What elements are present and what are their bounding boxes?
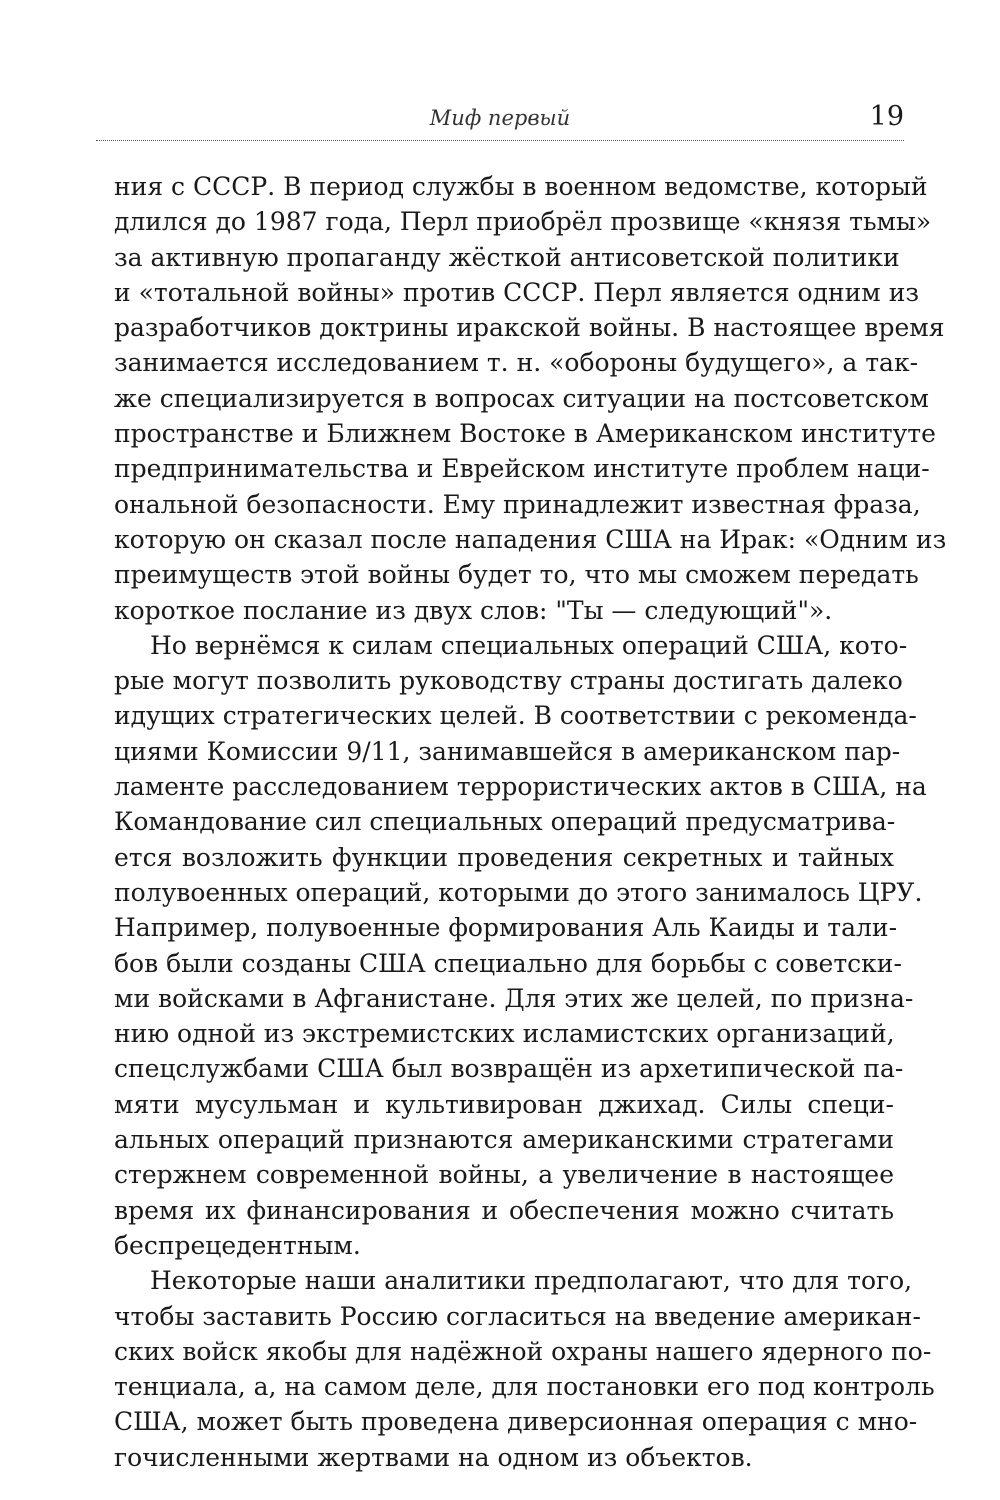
text-line: Но вернёмся к силам специальных операций США, кото-: [150, 630, 908, 660]
text-line: мяти мусульман и культивирован джихад. Силы специ-: [114, 1089, 894, 1119]
text-line: преимуществ этой войны будет то, что мы сможем передать: [114, 560, 919, 590]
text-line: и «тотальной войны» против СССР. Перл является одним из: [114, 277, 919, 307]
paragraph-2: [114, 628, 927, 1263]
text-line: гочисленными жертвами на одном из объектов.: [114, 1442, 753, 1472]
text-line: за активную пропаганду жёсткой антисоветской политики: [114, 242, 900, 272]
text-line: ламенте расследованием террористических актов в США, на: [114, 772, 927, 802]
running-title: Миф первый: [429, 106, 571, 130]
text-line: длился до 1987 года, Перл приобрёл прозвище «князя тьмы»: [114, 207, 932, 237]
text-line: бов были созданы США специально для борьбы с советски-: [114, 948, 902, 978]
text-line: ональной безопасности. Ему принадлежит известная фраза,: [114, 489, 921, 519]
page-body: [114, 169, 947, 1475]
text-line: ется возложить функции проведения секретных и тайных: [114, 842, 894, 872]
text-line: короткое послание из двух слов: "Ты — следующий"».: [114, 595, 833, 625]
text-line: разработчиков доктрины иракской войны. В настоящее время: [114, 313, 945, 343]
text-line: ми войсками в Афганистане. Для этих же целей, по призна-: [114, 983, 914, 1013]
text-line: занимается исследованием т. н. «обороны будущего», а так-: [114, 348, 919, 378]
text-line: Командование сил специальных операций предусматрива-: [114, 807, 896, 837]
text-line: время их финансирования и обеспечения можно считать: [114, 1195, 894, 1225]
paragraph-3: [114, 1263, 935, 1475]
text-line: полувоенных операций, которыми до этого занималось ЦРУ.: [114, 877, 923, 907]
text-line: предпринимательства и Еврейском институте проблем наци-: [114, 454, 930, 484]
paragraph-1: [114, 169, 947, 628]
text-line: альных операций признаются американскими стратегами: [114, 1125, 894, 1155]
text-line: идущих стратегических целей. В соответствии с рекоменда-: [114, 701, 917, 731]
text-line: ния с СССР. В период службы в военном ведомстве, который: [114, 172, 928, 201]
text-line: нию одной из экстремистских исламистских организаций,: [114, 1019, 895, 1049]
text-line: рые могут позволить руководству страны достигать далеко: [114, 666, 903, 696]
text-line: беспрецедентным.: [114, 1230, 361, 1260]
text-line: США, может быть проведена диверсионная операция с мно-: [114, 1407, 918, 1437]
text-line: которую он сказал после нападения США на Ирак: «Одним из: [114, 524, 947, 554]
text-line: спецслужбами США был возвращён из архетипической па-: [114, 1054, 904, 1084]
text-line: Например, полувоенные формирования Аль Каиды и тали-: [114, 913, 898, 943]
text-line: чтобы заставить Россию согласиться на введение американ-: [114, 1301, 921, 1331]
text-line: Некоторые наши аналитики предполагают, что для того,: [150, 1266, 913, 1296]
text-line: стержнем современной войны, а увеличение в настоящее: [114, 1160, 894, 1190]
text-line: ских войск якобы для надёжной охраны нашего ядерного по-: [114, 1336, 932, 1366]
text-line: же специализируется в вопросах ситуации на постсоветском: [114, 383, 929, 413]
text-line: пространстве и Ближнем Востоке в Американском институте: [114, 419, 936, 449]
text-line: циями Комиссии 9/11, занимавшейся в американском пар-: [114, 736, 901, 766]
text-line: тенциала, а, на самом деле, для постановки его под контроль: [114, 1372, 935, 1402]
page-number: 19: [869, 101, 904, 132]
running-header: [96, 101, 904, 141]
